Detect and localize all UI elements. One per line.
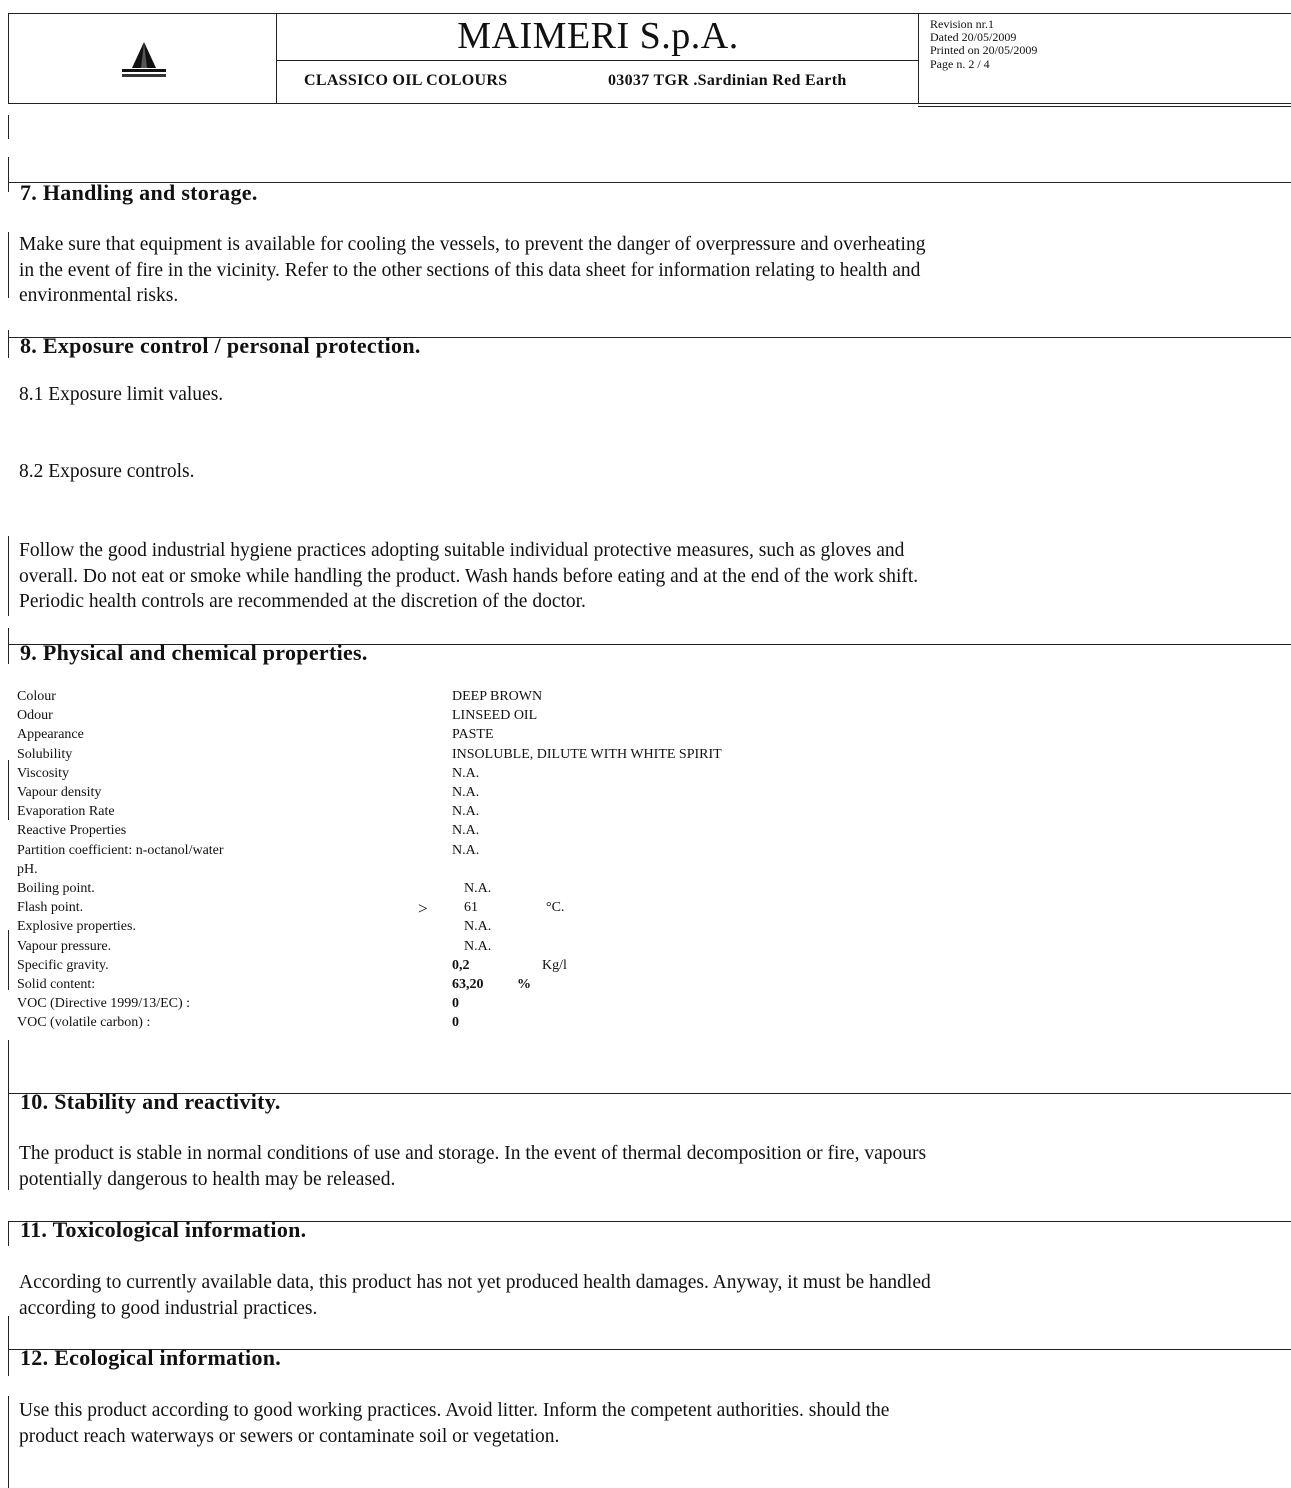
margin-rule [8, 115, 9, 139]
property-value: LINSEED OIL [452, 708, 538, 724]
section-text [19, 1270, 1234, 1321]
section-title: 9. Physical and chemical properties. [20, 640, 368, 665]
property-value: N.A. [452, 804, 480, 820]
product-line: CLASSICO OIL COLOURS [304, 72, 508, 89]
header-divider-2 [918, 13, 919, 103]
property-value: N.A. [464, 938, 492, 954]
logo-mountain-icon [118, 38, 170, 80]
revision-number: Revision nr.1 [930, 17, 995, 31]
margin-rule [8, 1222, 9, 1246]
margin-rule [8, 330, 9, 358]
product-code: 03037 TGR .Sardinian Red Earth [608, 72, 847, 89]
property-value: 63,20 [452, 977, 484, 992]
property-value: DEEP BROWN [452, 689, 543, 704]
property-value: PASTE [452, 727, 494, 743]
text-line: in the event of fire in the vicinity. Refer to the other sections of this data sheet for information relating to health and [19, 259, 921, 281]
property-label: Solid content: [17, 977, 96, 992]
property-value: INSOLUBLE, DILUTE WITH WHITE SPIRIT [452, 746, 722, 762]
property-value: N.A. [452, 842, 480, 858]
subsection-title: 8.2 Exposure controls. [19, 461, 195, 482]
header-left-rule [8, 13, 9, 103]
property-value: N.A. [464, 881, 492, 896]
margin-rule [8, 930, 9, 990]
property-value: 61 [464, 900, 478, 916]
text-line: product reach waterways or sewers or contaminate soil or vegetation. [19, 1425, 560, 1447]
text-line: environmental risks. [19, 285, 179, 306]
property-label: Vapour pressure. [17, 938, 112, 954]
page-number: Page n. 2 / 4 [930, 57, 990, 71]
margin-rule [8, 628, 9, 664]
revision-date: Dated 20/05/2009 [930, 30, 1017, 44]
section-title: 12. Ecological information. [20, 1345, 282, 1370]
company-logo [118, 38, 170, 80]
property-label: Viscosity [17, 765, 70, 781]
property-unit: % [517, 977, 531, 992]
property-value: 0 [452, 1015, 459, 1031]
company-name: MAIMERI S.p.A. [457, 15, 739, 57]
property-label: Odour [17, 708, 53, 724]
property-label: Partition coefficient: n-octanol/water [17, 842, 224, 858]
property-label: Explosive properties. [17, 919, 136, 935]
property-label: Specific gravity. [17, 957, 109, 973]
property-value: N.A. [464, 919, 492, 935]
text-line: Use this product according to good working practices. Avoid litter. Inform the competent authorities. should the [19, 1400, 890, 1421]
margin-rule [8, 1396, 9, 1488]
text-line: according to good industrial practices. [19, 1297, 318, 1319]
property-label: Colour [17, 689, 56, 704]
property-prefix: > [418, 899, 428, 919]
margin-rule [8, 760, 9, 820]
property-label: Boiling point. [17, 881, 95, 896]
property-label: VOC (volatile carbon) : [17, 1015, 151, 1031]
property-label: Vapour density [17, 785, 102, 800]
section-title: 11. Toxicological information. [20, 1217, 307, 1242]
property-value: N.A. [452, 823, 480, 839]
header-bottom-rule-2 [918, 106, 1291, 107]
section-title: 10. Stability and reactivity. [20, 1089, 281, 1114]
header-divider-1 [276, 13, 277, 103]
property-label: pH. [17, 861, 38, 877]
property-label: Appearance [17, 727, 84, 743]
property-value: N.A. [452, 765, 480, 781]
property-label: Flash point. [17, 900, 84, 916]
property-unit: °C. [546, 900, 565, 916]
property-label: Solubility [17, 746, 73, 762]
text-line: According to currently available data, this product has not yet produced health damages. Anyway, it must be handled [19, 1272, 931, 1293]
section-title: 7. Handling and storage. [20, 180, 258, 205]
property-value: 0,2 [452, 957, 470, 973]
text-line: The product is stable in normal conditions of use and storage. In the event of thermal decomposition or fire, vapours [19, 1143, 927, 1164]
text-line: Periodic health controls are recommended at the discretion of the doctor. [19, 591, 586, 612]
section-title: 8. Exposure control / personal protection. [20, 333, 421, 358]
property-value: N.A. [452, 785, 480, 800]
section-text [19, 538, 1234, 615]
margin-rule [8, 536, 9, 616]
section-text [19, 1398, 1234, 1449]
header-mid-rule [276, 60, 918, 61]
printed-date: Printed on 20/05/2009 [930, 43, 1038, 57]
property-label: Reactive Properties [17, 823, 127, 839]
margin-rule [8, 1040, 9, 1100]
property-value: 0 [452, 996, 459, 1012]
property-label: Evaporation Rate [17, 804, 115, 820]
section-text [19, 1141, 1234, 1192]
section-text [19, 232, 1234, 309]
text-line: potentially dangerous to health may be released. [19, 1168, 396, 1190]
text-line: overall. Do not eat or smoke while handling the product. Wash hands before eating and at the end of the work shift. [19, 565, 919, 587]
margin-rule [8, 1094, 9, 1190]
margin-rule [8, 232, 9, 298]
header-bottom-rule [8, 103, 1291, 104]
margin-rule [8, 1316, 9, 1376]
margin-rule [8, 157, 9, 192]
property-unit: Kg/l [542, 957, 567, 973]
subsection-title: 8.1 Exposure limit values. [19, 384, 224, 405]
property-label: VOC (Directive 1999/13/EC) : [17, 996, 191, 1012]
text-line: Follow the good industrial hygiene practices adopting suitable individual protective measures, such as gloves and [19, 540, 905, 561]
text-line: Make sure that equipment is available for cooling the vessels, to prevent the danger of overpressure and overheating [19, 234, 926, 255]
